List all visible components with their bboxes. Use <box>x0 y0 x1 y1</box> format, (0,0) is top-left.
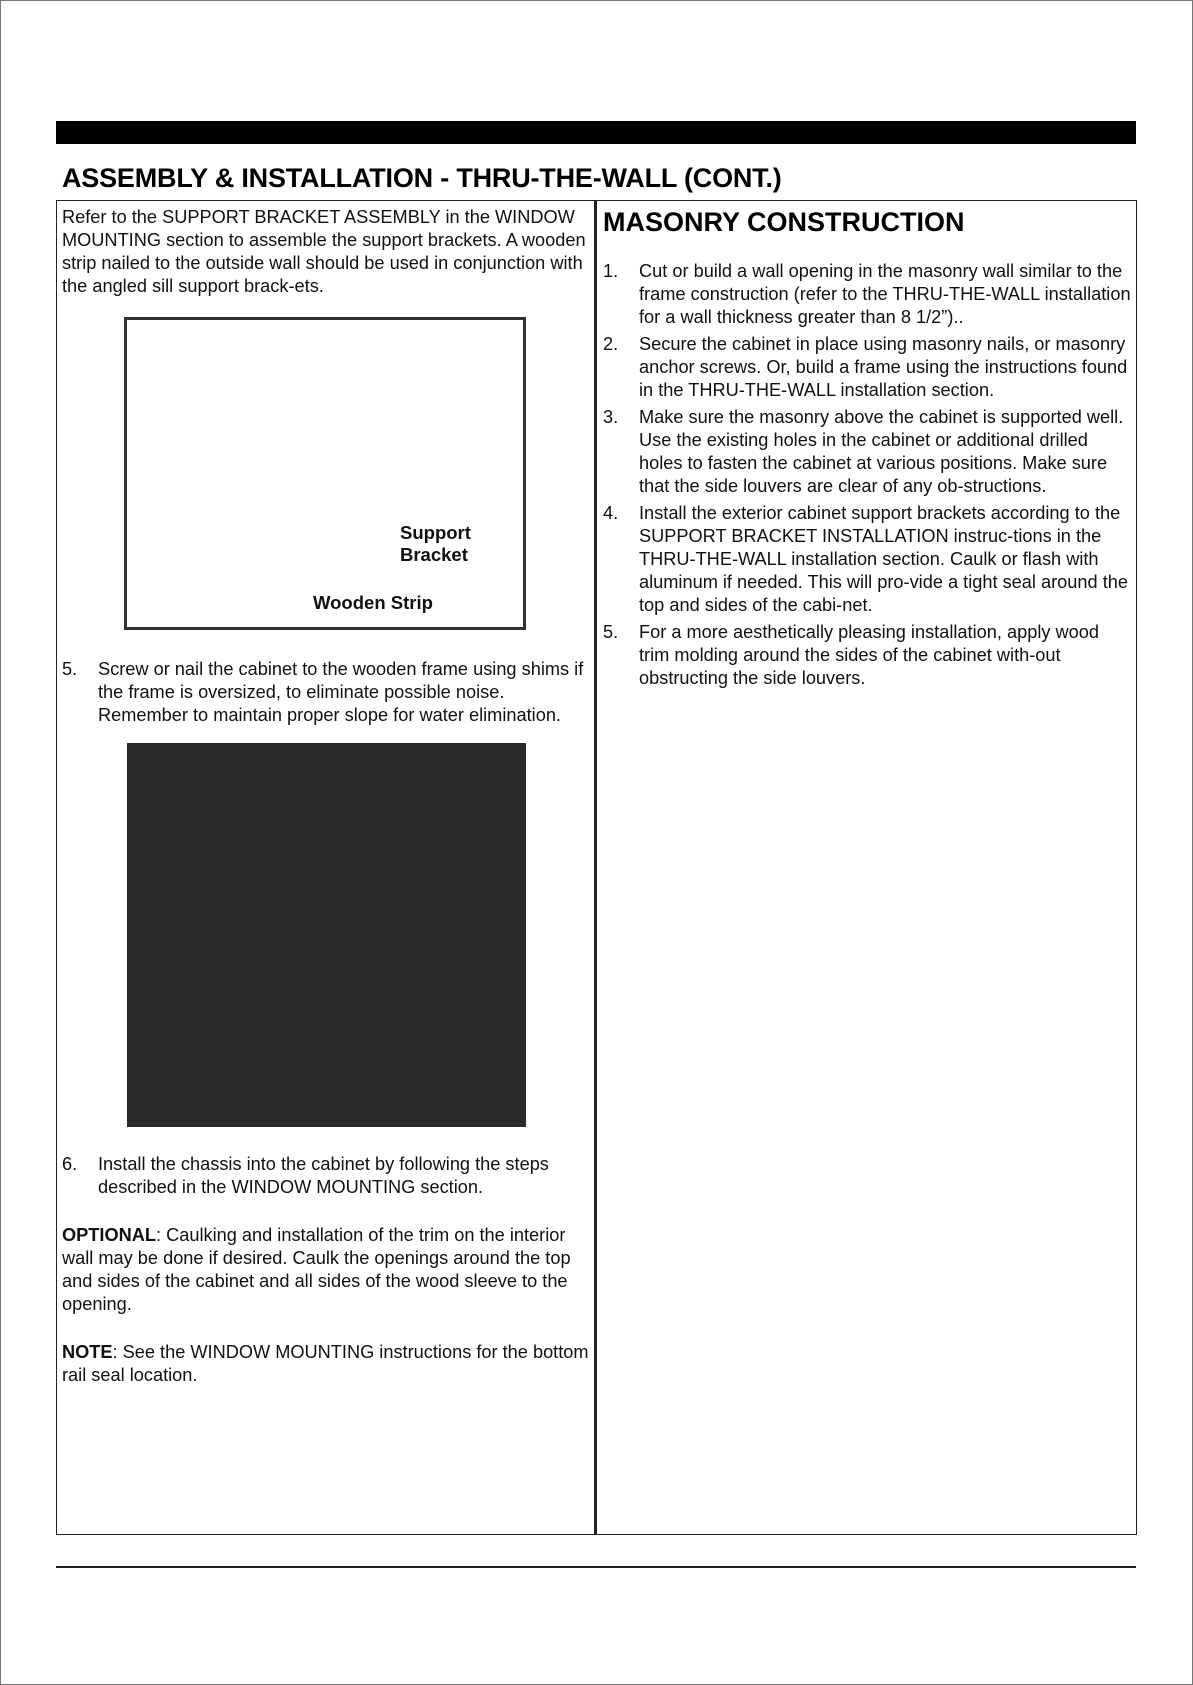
left-column <box>62 206 590 1387</box>
step-text: Make sure the masonry above the cabinet is supported well. Use the existing holes in the cabinet or additional drilled holes to fasten the cabinet at various positions. Make sure that the side louvers are clear of any ob-structions. <box>639 407 1124 496</box>
cabinet-photo <box>127 743 526 1127</box>
step-number: 4. <box>603 503 619 523</box>
footer-rule <box>56 1566 1136 1568</box>
optional-label: OPTIONAL <box>62 1225 156 1245</box>
step-text: Secure the cabinet in place using masonry nails, or masonry anchor screws. Or, build a frame using the instructions found in the THRU-THE-WALL installation section. <box>639 334 1128 400</box>
step-number: 5. <box>603 622 619 642</box>
left-step-6 <box>62 1153 590 1199</box>
step-number: 3. <box>603 407 619 427</box>
masonry-step-1 <box>603 260 1131 329</box>
masonry-step-4 <box>603 502 1131 617</box>
masonry-step-3 <box>603 406 1131 498</box>
column-divider <box>594 200 597 1535</box>
left-step-5 <box>62 658 590 727</box>
masonry-step-2 <box>603 333 1131 402</box>
header-bar <box>56 121 1136 144</box>
wooden-strip-label: Wooden Strip <box>313 592 433 613</box>
right-column <box>603 206 1131 694</box>
note-paragraph: NOTE: See the WINDOW MOUNTING instructions for the bottom rail seal location. <box>62 1342 589 1385</box>
support-bracket-label: Support Bracket <box>400 522 471 565</box>
masonry-step-5 <box>603 621 1131 690</box>
step-text: Screw or nail the cabinet to the wooden frame using shims if the frame is oversized, to eliminate possible noise. Remember to maintain proper slope for water elimination. <box>98 659 584 725</box>
step-number: 1. <box>603 261 619 281</box>
section-title: ASSEMBLY & INSTALLATION - THRU-THE-WALL (CONT.) <box>62 163 782 193</box>
intro-paragraph: Refer to the SUPPORT BRACKET ASSEMBLY in the WINDOW MOUNTING section to assemble the support brackets. A wooden strip nailed to the outside wall should be used in conjunction with the angled sill support brack-ets. <box>62 207 586 296</box>
step-number: 6. <box>62 1154 78 1174</box>
step-number: 2. <box>603 334 619 354</box>
optional-paragraph: OPTIONAL: Caulking and installation of the trim on the interior wall may be done if desired. Caulk the openings around the top and sides of the cabinet and all sides of the wood sleeve to the opening. <box>62 1225 571 1314</box>
note-label: NOTE <box>62 1342 113 1362</box>
step-text: Install the exterior cabinet support brackets according to the SUPPORT BRACKET INSTALLATION instruc-tions in the THRU-THE-WALL installation section. Caulk or flash with aluminum if needed. This will pro-vide a tight seal around the top and sides of the cabi-net. <box>639 503 1128 615</box>
step-text: Cut or build a wall opening in the masonry wall similar to the frame construction (refer to the THRU-THE-WALL installation for a wall thickness greater than 8 1/2”).. <box>639 261 1131 327</box>
step-text: Install the chassis into the cabinet by following the steps described in the WINDOW MOUNTING section. <box>98 1154 549 1197</box>
masonry-heading: MASONRY CONSTRUCTION <box>603 207 965 237</box>
support-bracket-figure <box>124 317 526 630</box>
step-number: 5. <box>62 659 78 679</box>
step-text: For a more aesthetically pleasing installation, apply wood trim molding around the sides of the cabinet with-out obstructing the side louvers. <box>639 622 1099 688</box>
